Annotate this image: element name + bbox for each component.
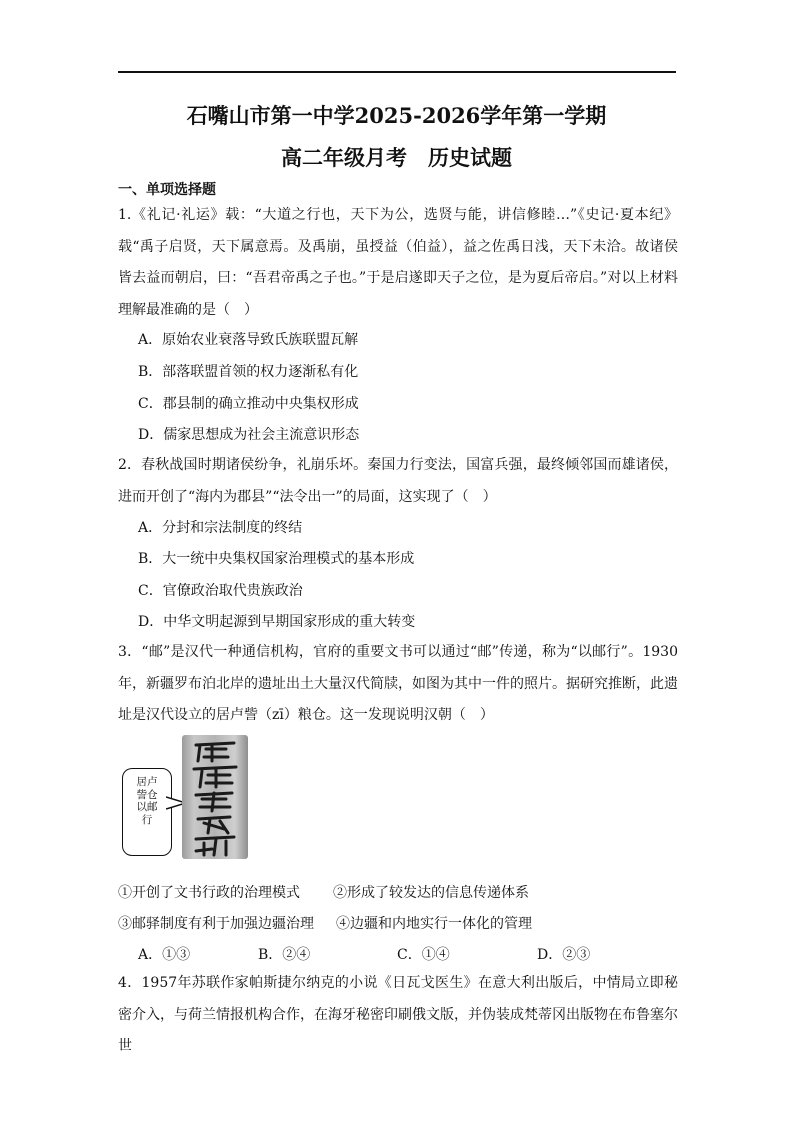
question-2-stem: 2．春秋战国时期诸侯纷争，礼崩乐坏。秦国力行变法，国富兵强，最终倾邻国而雄诸侯，进而开创了“海内为郡县”“法令出一”的局面，这实现了（ ） xyxy=(118,457,678,505)
question-3-stem: 3．“邮”是汉代一种通信机构，官府的重要文书可以通过“邮”传递，称为“以邮行”。1930年，新疆罗布泊北岸的遗址出土大量汉代简牍，如图为其中一件的照片。据研究推断，此遗址是汉代设立的居卢訾（zī）粮仓。这一发现说明汉朝（ ） xyxy=(118,644,678,723)
slip-inscription-icon xyxy=(182,735,248,859)
question-3-statement-4: ④边疆和内地实行一体化的管理 xyxy=(336,916,532,932)
exam-title-line2: 高二年级月考 历史试题 xyxy=(281,145,512,170)
question-1-option-b[interactable]: B．部落联盟首领的权力逐渐私有化 xyxy=(138,364,359,380)
question-2-option-a[interactable]: A．分封和宗法制度的终结 xyxy=(138,520,303,536)
question-4-stem: 4．1957年苏联作家帕斯捷尔纳克的小说《日瓦戈医生》在意大利出版后，中情局立即秘密介入，与荷兰情报机构合作，在海牙秘密印刷俄文版，并伪装成梵蒂冈出版物在布鲁塞尔世 xyxy=(118,975,678,1054)
question-1-stem: 1.《礼记·礼运》载：“大道之行也，天下为公，选贤与能，讲信修睦…”《史记·夏本纪》载“禹子启贤，天下属意焉。及禹崩，虽授益（伯益），益之佐禹日浅，天下未洽。故诸侯皆去益而朝启，曰：“吾君帝禹之子也。”于是启遂即天子之位，是为夏后帝启。”对以上材料理解最准确的是（ ） xyxy=(118,207,678,318)
header-rule xyxy=(118,71,676,73)
wooden-slip-photo xyxy=(182,735,248,859)
question-3-option-c[interactable]: C．①④ xyxy=(397,947,450,963)
question-2-option-b[interactable]: B．大一统中央集权国家治理模式的基本形成 xyxy=(138,551,415,567)
question-3-option-d[interactable]: D．②③ xyxy=(537,947,591,963)
question-3-statement-1: ①开创了文书行政的治理模式 xyxy=(118,885,300,901)
figure-caption: 居卢訾仓以邮行 xyxy=(136,776,158,826)
question-1-option-d[interactable]: D．儒家思想成为社会主流意识形态 xyxy=(138,427,360,443)
question-3-statement-2: ②形成了较发达的信息传递体系 xyxy=(333,885,529,901)
figure-caption-bubble xyxy=(122,768,172,856)
question-3-option-a[interactable]: A．①③ xyxy=(138,947,191,963)
bamboo-slip-figure xyxy=(122,735,250,861)
question-2-option-c[interactable]: C．官僚政治取代贵族政治 xyxy=(138,583,303,599)
question-1-option-a[interactable]: A．原始农业衰落导致氏族联盟瓦解 xyxy=(138,332,359,348)
question-3-statement-3: ③邮驿制度有利于加强边疆治理 xyxy=(118,916,314,932)
question-3-option-b[interactable]: B．②④ xyxy=(258,947,311,963)
exam-title-line1: 石嘴山市第一中学2025-2026学年第一学期 xyxy=(186,103,607,128)
question-2-option-d[interactable]: D．中华文明起源到早期国家形成的重大转变 xyxy=(138,614,416,630)
question-1-option-c[interactable]: C．郡县制的确立推动中央集权形成 xyxy=(138,396,359,412)
section-heading: 一、单项选择题 xyxy=(118,182,216,198)
